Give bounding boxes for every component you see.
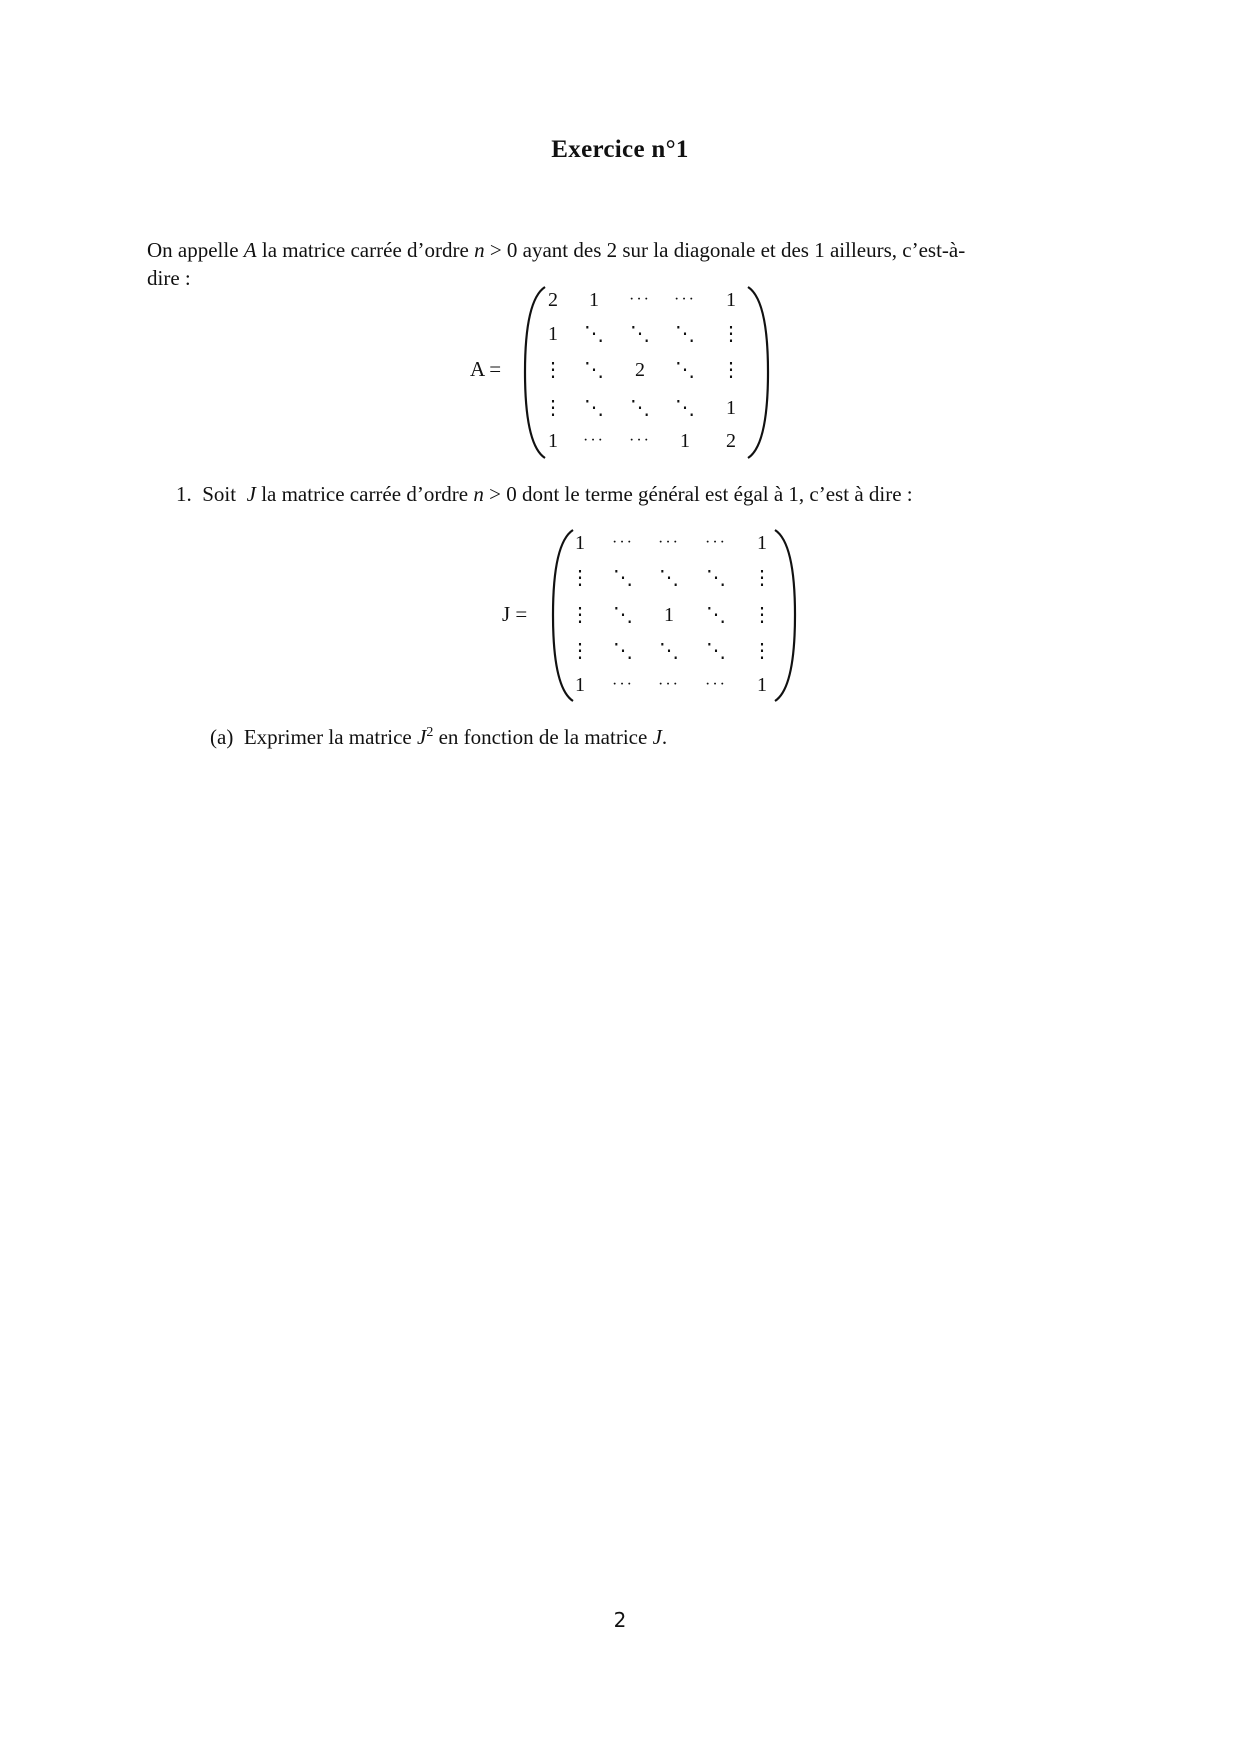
matrix-cell: ⋮ xyxy=(752,604,772,626)
var-j: J xyxy=(246,482,256,506)
matrix-cell: ⋱ xyxy=(584,397,604,419)
matrix-cell: 2 xyxy=(726,430,736,452)
matrix-cell: ⋱ xyxy=(584,359,604,381)
matrix-cell: ··· xyxy=(705,676,727,693)
intro-text: > 0 ayant des 2 sur la diagonale et des 1 ailleurs, c’est-à- xyxy=(489,238,966,262)
question-1a xyxy=(210,723,667,751)
question-text: > 0 dont le terme général est égal à 1, c’est à dire : xyxy=(489,482,913,506)
matrix-cell: ··· xyxy=(612,534,634,551)
matrix-cell: 2 xyxy=(635,359,645,381)
matrix-cell: ⋮ xyxy=(721,323,741,345)
matrix-cell: ⋮ xyxy=(721,359,741,381)
matrix-cell: 1 xyxy=(548,430,558,452)
matrix-cell: ⋱ xyxy=(613,604,633,626)
period: . xyxy=(661,725,668,749)
subquestion-label: (a) xyxy=(210,725,234,749)
matrix-cell: ⋮ xyxy=(570,567,590,589)
matrix-cell: ··· xyxy=(658,534,680,551)
matrix-cell: 1 xyxy=(575,674,585,696)
matrix-cell: ··· xyxy=(629,291,651,308)
matrix-cell: ⋱ xyxy=(659,640,679,662)
question-number: 1. xyxy=(176,482,192,506)
matrix-cell: ⋱ xyxy=(706,604,726,626)
matrix-cell: ⋮ xyxy=(752,640,772,662)
matrix-cell: ··· xyxy=(612,676,634,693)
matrix-cell: ··· xyxy=(583,432,605,449)
matrix-cell: 1 xyxy=(664,604,674,626)
matrix-cell: 1 xyxy=(757,674,767,696)
matrix-cell: 2 xyxy=(548,289,558,311)
matrix-cell: ⋮ xyxy=(570,604,590,626)
question-text: la matrice carrée d’ordre xyxy=(261,482,469,506)
var-j: J xyxy=(652,725,662,749)
matrix-cell: 1 xyxy=(726,397,736,419)
matrix-cell: ⋱ xyxy=(706,640,726,662)
matrix-cell: ··· xyxy=(629,432,651,449)
var-n: n xyxy=(473,482,484,506)
intro-text: la matrice carrée d’ordre xyxy=(261,238,469,262)
matrix-cell: ⋮ xyxy=(543,359,563,381)
matrix-cell: 1 xyxy=(726,289,736,311)
var-j: J xyxy=(416,725,427,749)
var-a: A xyxy=(243,238,257,262)
matrix-j-label: J = xyxy=(502,602,528,626)
page-number: 2 xyxy=(613,1608,627,1632)
matrix-cell: ⋮ xyxy=(543,397,563,419)
matrix-cell: ⋱ xyxy=(659,567,679,589)
matrix-cell: ⋱ xyxy=(675,359,695,381)
matrix-cell: 1 xyxy=(575,532,585,554)
question-text: Soit xyxy=(202,482,237,506)
matrix-cell: ⋱ xyxy=(675,323,695,345)
matrix-cell: ⋮ xyxy=(752,567,772,589)
subquestion-text: Exprimer la matrice xyxy=(243,725,412,749)
matrix-cell: ⋱ xyxy=(630,323,650,345)
intro-text: On appelle xyxy=(147,238,239,262)
exponent: 2 xyxy=(426,725,434,740)
matrix-cell: ··· xyxy=(674,291,696,308)
matrix-cell: 1 xyxy=(548,323,558,345)
exercise-title: Exercice n°1 xyxy=(551,136,689,163)
matrix-cell: ⋱ xyxy=(613,640,633,662)
matrix-cell: ⋱ xyxy=(630,397,650,419)
matrix-cell: ⋱ xyxy=(584,323,604,345)
matrix-cell: ⋱ xyxy=(613,567,633,589)
matrix-cell: ··· xyxy=(705,534,727,551)
matrix-cell: ··· xyxy=(658,676,680,693)
matrix-cell: 1 xyxy=(589,289,599,311)
matrix-cell: 1 xyxy=(680,430,690,452)
matrix-cell: ⋱ xyxy=(706,567,726,589)
matrix-a-label: A = xyxy=(470,357,502,381)
var-n: n xyxy=(474,238,485,262)
matrix-cell: ⋱ xyxy=(675,397,695,419)
intro-line-2: dire : xyxy=(147,266,191,290)
matrix-cell: ⋮ xyxy=(570,640,590,662)
matrix-cell: 1 xyxy=(757,532,767,554)
subquestion-text: en fonction de la matrice xyxy=(438,725,648,749)
